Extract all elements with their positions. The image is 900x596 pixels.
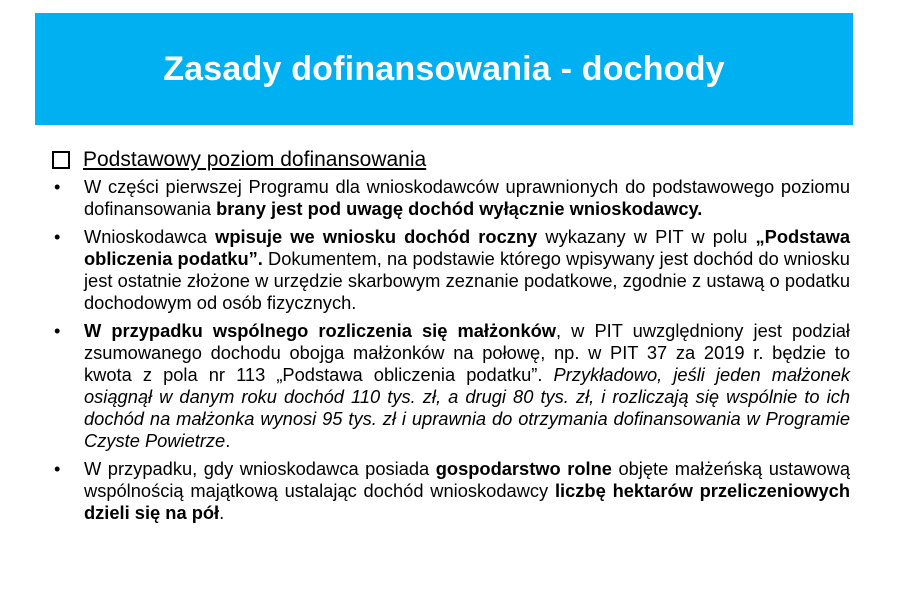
italic-text: Przykładowo, jeśli jeden małżonek osiągnął w danym roku dochód 110 tys. zł, a drugi 80 tys. zł, i rozliczają się wspólnie to ich dochód na małżonka wynosi 95 tys. zł i uprawnia do otrzymania dofinansowania w Programie Czyste Powietrze [84, 364, 850, 451]
section-heading-text: Podstawowy poziom dofinansowania [83, 148, 427, 171]
bold-text: W przypadku wspólnego rozliczenia się małżonków [84, 320, 556, 341]
bullet-icon: • [54, 320, 61, 341]
bullet-list [52, 176, 850, 524]
bold-text: gospodarstwo rolne [435, 458, 612, 479]
text-run: W przypadku, gdy wnioskodawca posiada [84, 458, 436, 479]
bold-text: wpisuje we wniosku dochód roczny [215, 226, 538, 247]
list-item [52, 320, 850, 452]
bold-text: liczbę hektarów przeliczeniowych dzieli się na pół [84, 480, 850, 523]
text-run: objęte małżeńską ustawową wspólnością majątkową ustalając dochód wnioskodawcy [84, 458, 850, 501]
list-item [52, 226, 850, 314]
bold-text: brany jest pod uwagę dochód wyłącznie wnioskodawcy. [216, 198, 703, 219]
list-item [52, 176, 850, 220]
text-run: Dokumentem, na podstawie którego wpisywany jest dochód do wniosku jest ostatnie złożone w urzędzie skarbowym zeznanie podatkowe, zgodnie z ustawą o podatku dochodowym od osób fizycznych. [84, 248, 850, 313]
bullet-icon: • [54, 458, 61, 479]
text-run: Wnioskodawca [84, 226, 216, 247]
section-heading [52, 148, 850, 172]
bullet-icon: • [54, 176, 61, 197]
bold-text: „Podstawa obliczenia podatku”. [84, 226, 850, 269]
page-title: Zasady dofinansowania - dochody [163, 49, 725, 88]
header-banner [35, 13, 853, 125]
text-run: , w PIT uwzględniony jest podział zsumowanego dochodu obojga małżonków na połowę, np. w PIT 37 za 2019 r. będzie to kwota z pola nr 113 „Podstawa obliczenia podatku”. [84, 320, 850, 385]
checkbox-icon [52, 151, 70, 169]
content-area [52, 148, 850, 530]
text-run: wykazany w PIT w polu [537, 226, 756, 247]
list-item [52, 458, 850, 524]
bullet-icon: • [54, 226, 61, 247]
text-run: . [225, 430, 231, 451]
text-run: W części pierwszej Programu dla wnioskodawców uprawnionych do podstawowego poziomu dofinansowania [84, 176, 850, 219]
text-run: . [219, 502, 225, 523]
